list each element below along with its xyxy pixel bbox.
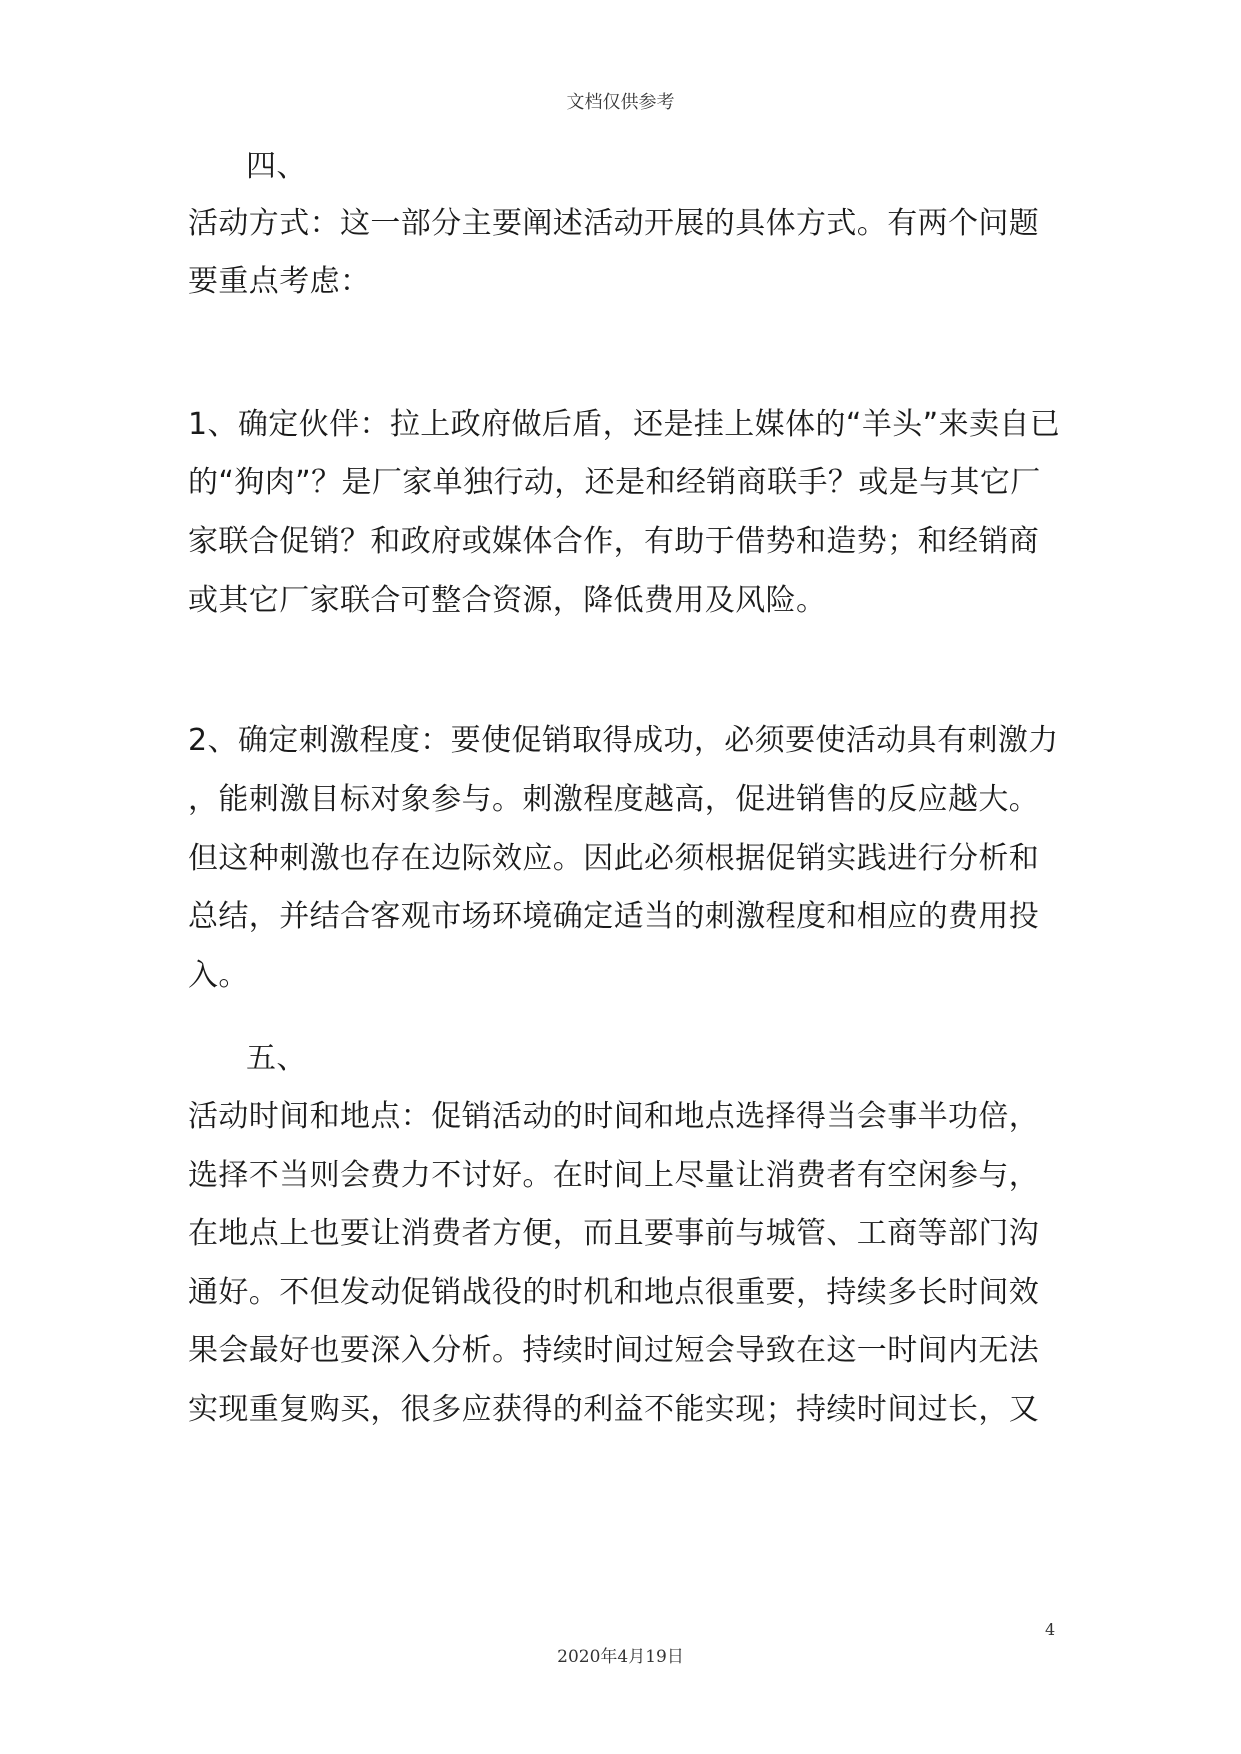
item-2-line: 入。: [188, 958, 249, 993]
page-header: 文档仅供参考: [566, 92, 675, 113]
page-footer-date: 2020年4月19日: [557, 1647, 684, 1667]
item-1-line: 的“狗肉”？是厂家单独行动，还是和经销商联手？或是与其它厂: [188, 465, 1041, 500]
section-5-line: 通好。不但发动促销战役的时机和地点很重要，持续多长时间效: [188, 1275, 1040, 1310]
item-1-line: 家联合促销？和政府或媒体合作，有助于借势和造势；和经销商: [188, 524, 1040, 559]
section-5-line: 果会最好也要深入分析。持续时间过短会导致在这一时间内无法: [188, 1333, 1040, 1368]
section-4-number: 四、: [246, 149, 307, 184]
section-4-intro-line: 活动方式：这一部分主要阐述活动开展的具体方式。有两个问题: [188, 206, 1040, 241]
item-2-line: 2、确定刺激程度：要使促销取得成功，必须要使活动具有刺激力: [188, 723, 1059, 758]
section-5-line: 选择不当则会费力不讨好。在时间上尽量让消费者有空闲参与，: [188, 1158, 1040, 1193]
item-2-line: 总结，并结合客观市场环境确定适当的刺激程度和相应的费用投: [188, 899, 1040, 934]
item-2-line: 但这种刺激也存在边际效应。因此必须根据促销实践进行分析和: [188, 841, 1040, 876]
section-5-line: 实现重复购买，很多应获得的利益不能实现；持续时间过长，又: [188, 1392, 1040, 1427]
section-4-intro-line: 要重点考虑：: [188, 264, 371, 299]
page-number: 4: [1045, 1620, 1056, 1639]
section-5-line: 活动时间和地点：促销活动的时间和地点选择得当会事半功倍，: [188, 1099, 1040, 1134]
section-5-number: 五、: [246, 1041, 307, 1076]
item-2-line: ，能刺激目标对象参与。刺激程度越高，促进销售的反应越大。: [188, 782, 1040, 817]
item-1-line: 或其它厂家联合可整合资源，降低费用及风险。: [188, 583, 827, 618]
item-1-line: 1、确定伙伴：拉上政府做后盾，还是挂上媒体的“羊头”来卖自已: [188, 407, 1061, 442]
section-5-line: 在地点上也要让消费者方便，而且要事前与城管、工商等部门沟: [188, 1216, 1040, 1251]
